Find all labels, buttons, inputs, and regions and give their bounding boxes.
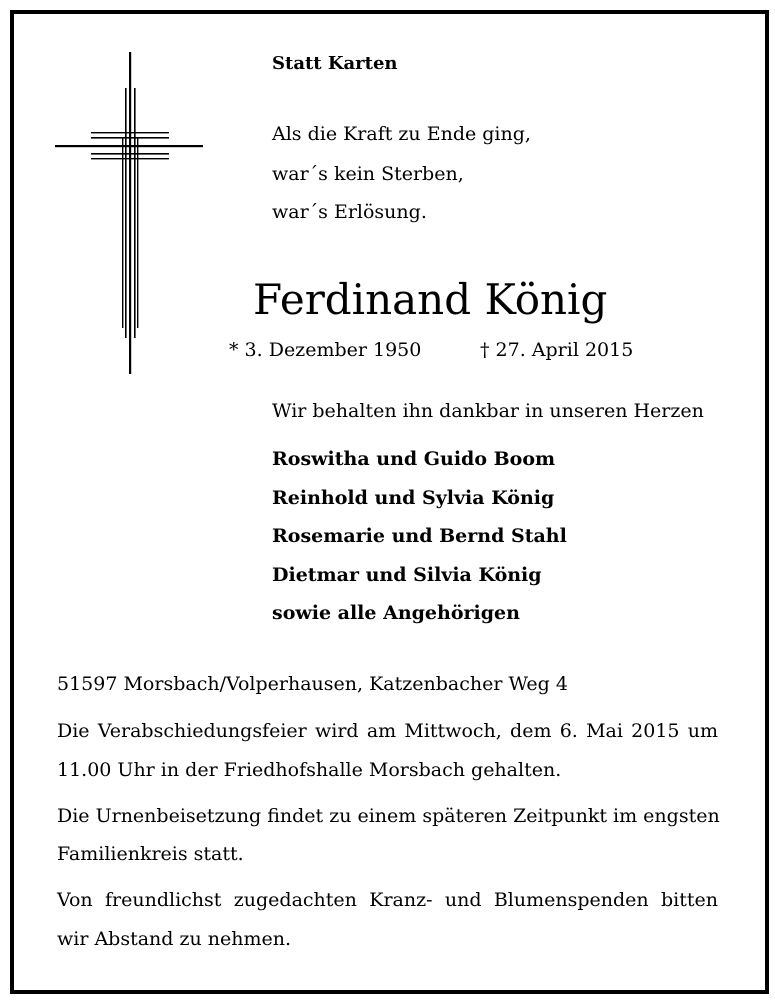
header-text: Statt Karten — [272, 53, 398, 74]
notice-2-line-2: Familienkreis statt. — [57, 843, 244, 865]
poem-line-1: Als die Kraft zu Ende ging, — [272, 123, 531, 145]
mourner-1: Roswitha und Guido Boom — [272, 448, 556, 470]
birth-date: * 3. Dezember 1950 — [229, 339, 422, 361]
death-date: † 27. April 2015 — [480, 339, 634, 361]
poem-line-2: war´s kein Sterben, — [272, 163, 464, 185]
notice-1-line-2: 11.00 Uhr in der Friedhofshalle Morsbach gehalten. — [57, 759, 562, 781]
notice-3-line-1: Von freundlichst zugedachten Kranz- und Blumenspenden bitten — [57, 889, 718, 911]
deceased-name: Ferdinand König — [253, 275, 608, 324]
mourner-2: Reinhold und Sylvia König — [272, 487, 555, 509]
poem-line-3: war´s Erlösung. — [272, 201, 427, 223]
mourner-3: Rosemarie und Bernd Stahl — [272, 525, 567, 547]
remembrance-text: Wir behalten ihn dankbar in unseren Herzen — [272, 400, 704, 422]
mourner-4: Dietmar und Silvia König — [272, 564, 542, 586]
address: 51597 Morsbach/Volperhausen, Katzenbacher Weg 4 — [57, 673, 568, 695]
notice-2-line-1: Die Urnenbeisetzung findet zu einem späteren Zeitpunkt im engsten — [57, 805, 720, 827]
notice-1-line-1: Die Verabschiedungsfeier wird am Mittwoch, dem 6. Mai 2015 um — [57, 720, 718, 742]
mourner-5: sowie alle Angehörigen — [272, 602, 520, 624]
notice-3-line-2: wir Abstand zu nehmen. — [57, 928, 292, 950]
